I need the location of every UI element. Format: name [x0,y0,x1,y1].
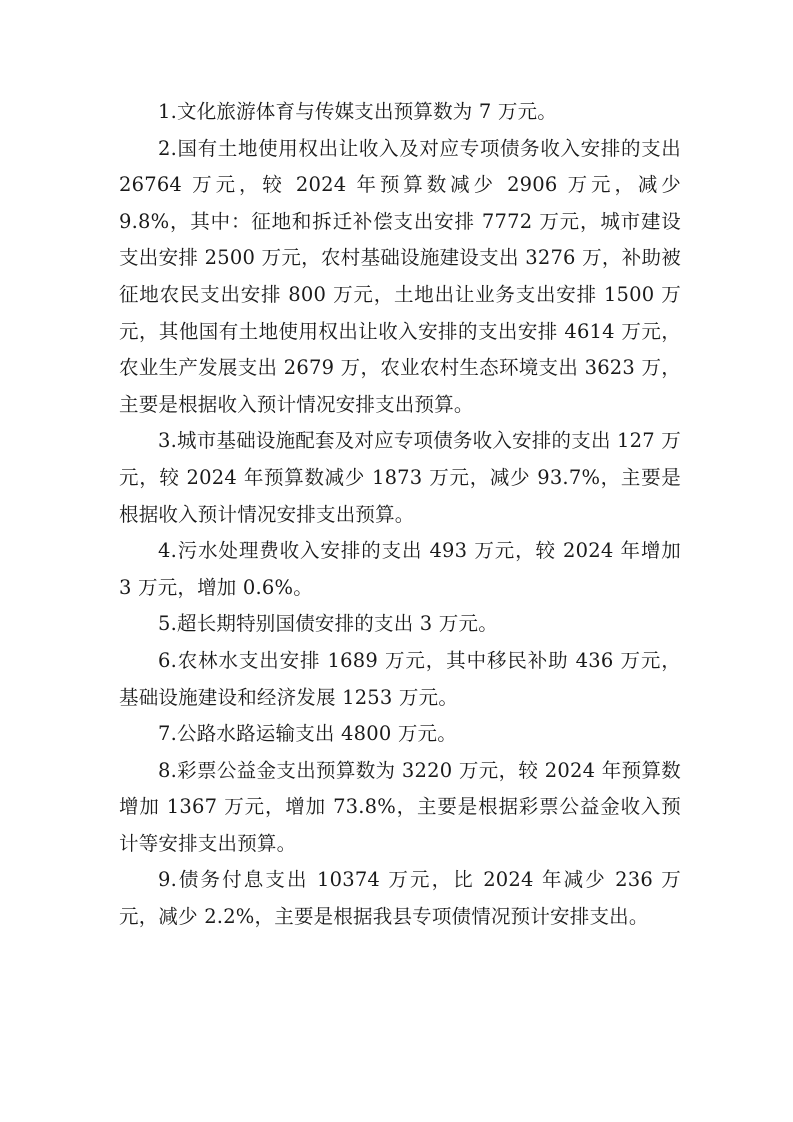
paragraph-6: 6.农林水支出安排 1689 万元，其中移民补助 436 万元，基础设施建设和经济发展 1253 万元。 [119,648,681,709]
paragraph-9: 9.债务付息支出 10374 万元，比 2024 年减少 236 万元，减少 2.2%，主要是根据我县专项债情况预计安排支出。 [119,868,681,929]
paragraph-2: 2.国有土地使用权出让收入及对应专项债务收入安排的支出 26764 万元，较 2024 年预算数减少 2906 万元，减少 9.8%，其中：征地和拆迁补偿支出安排 7772 万元，城市建设支出安排 2500 万元，农村基础设施建设支出 3276 万，补助被征地农民支出安排 800 万元，土地出让业务支出安排 1500 万元，其他国有土地使用权出让收入安排的支出安排 4614 万元，农业生产发展支出 2679 万，农业农村生态环境支出 3623 万，主要是根据收入预计情况安排支出预算。 [119,136,681,416]
paragraph-3: 3.城市基础设施配套及对应专项债务收入安排的支出 127 万元，较 2024 年预算数减少 1873 万元，减少 93.7%，主要是根据收入预计情况安排支出预算。 [119,429,681,526]
paragraph-7: 7.公路水路运输支出 4800 万元。 [158,722,457,746]
paragraph-4: 4.污水处理费收入安排的支出 493 万元，较 2024 年增加 3 万元，增加 0.6%。 [119,539,681,599]
paragraph-1: 1.文化旅游体育与传媒支出预算数为 7 万元。 [158,100,558,123]
paragraph-8: 8.彩票公益金支出预算数为 3220 万元，较 2024 年预算数增加 1367 万元，增加 73.8%，主要是根据彩票公益金收入预计等安排支出预算。 [119,758,681,855]
paragraph-5: 5.超长期特别国债安排的支出 3 万元。 [158,612,498,636]
document-body [119,94,681,936]
